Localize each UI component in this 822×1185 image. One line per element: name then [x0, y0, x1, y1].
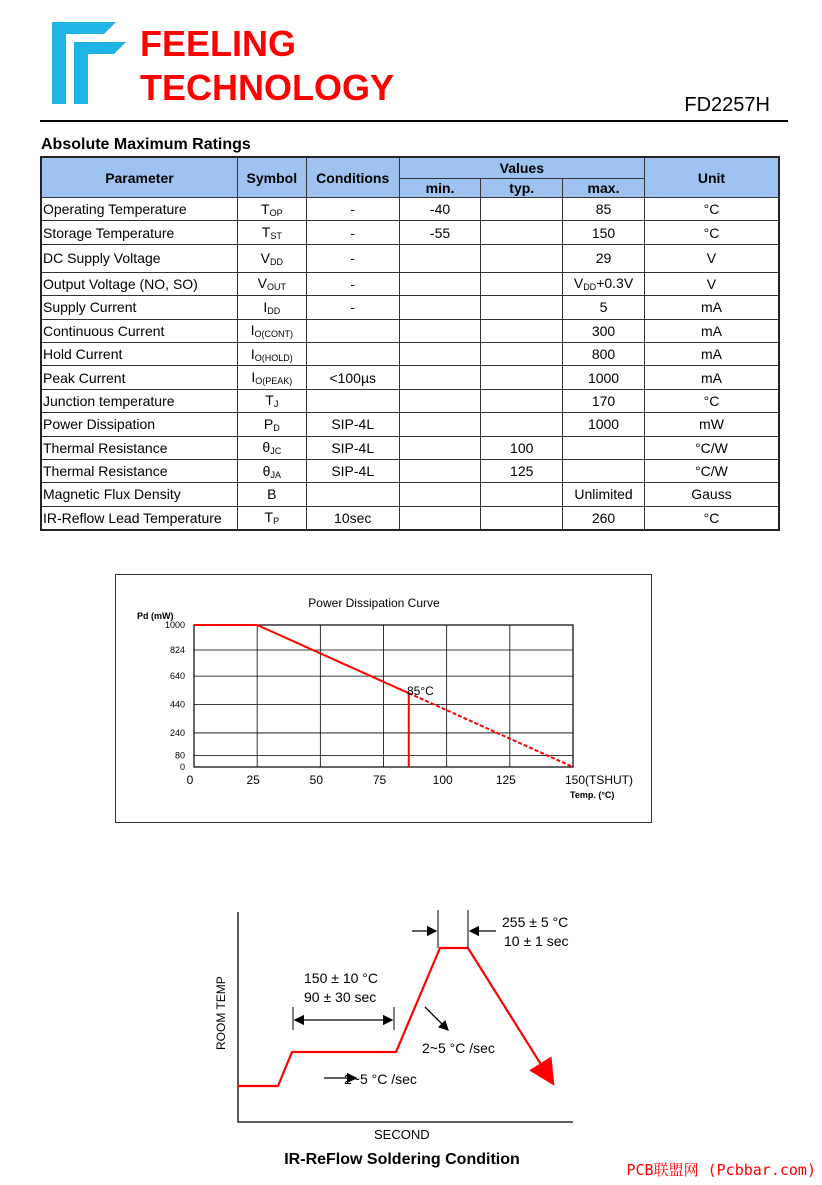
cell-max: 5 [563, 296, 645, 319]
chart-x-tick-label: 0 [186, 773, 194, 787]
cell-typ [481, 342, 563, 365]
chart-x-tick-label: 150(TSHUT) [565, 773, 634, 787]
cell-typ [481, 506, 563, 530]
cell-min [399, 319, 481, 342]
cell-typ: 125 [481, 459, 563, 482]
cell-conditions [306, 342, 399, 365]
cell-max: Unlimited [563, 483, 645, 506]
cell-parameter: Supply Current [41, 296, 237, 319]
symbol-subscript: O(CONT) [254, 329, 294, 340]
ratings-table [40, 156, 780, 531]
symbol-main: T [265, 392, 274, 409]
cell-conditions: 10sec [306, 506, 399, 530]
brand-line-1: FEELING [140, 23, 297, 64]
symbol-main: θ [262, 439, 271, 456]
max-main: V [573, 275, 584, 292]
cell-unit: °C [644, 198, 779, 221]
cell-min [399, 436, 481, 459]
cell-parameter: DC Supply Voltage [41, 244, 237, 272]
cell-symbol [237, 342, 306, 365]
cell-min [399, 296, 481, 319]
symbol-subscript: OP [269, 207, 283, 218]
cell-min [399, 459, 481, 482]
table-row [41, 272, 779, 295]
cell-unit: Gauss [644, 483, 779, 506]
part-number: FD2257H [684, 94, 770, 116]
table-row [41, 198, 779, 221]
cell-symbol [237, 272, 306, 295]
cell-conditions: - [306, 198, 399, 221]
symbol-main: B [267, 486, 277, 503]
cell-unit: mA [644, 319, 779, 342]
cell-symbol [237, 319, 306, 342]
cell-symbol [237, 459, 306, 482]
cell-typ [481, 413, 563, 436]
cell-symbol [237, 389, 306, 412]
cell-max [563, 459, 645, 482]
soak-temp-label: 150 ± 10 °C [304, 970, 378, 986]
cell-unit: V [644, 244, 779, 272]
symbol-main: θ [262, 462, 271, 479]
cell-parameter: Output Voltage (NO, SO) [41, 272, 237, 295]
cell-conditions: - [306, 272, 399, 295]
chart-x-tick-label: 75 [372, 773, 387, 787]
watermark-text: PCB联盟网 (Pcbbar.com) [626, 1161, 816, 1179]
cell-typ: 100 [481, 436, 563, 459]
chart-y-tick-label: 80 [174, 750, 185, 761]
symbol-main: V [257, 275, 267, 292]
cell-unit: °C/W [644, 436, 779, 459]
cell-symbol [237, 244, 306, 272]
cell-conditions: SIP-4L [306, 413, 399, 436]
symbol-subscript: OUT [267, 282, 286, 293]
cell-max: 1000 [563, 366, 645, 389]
ratings-body [41, 198, 779, 531]
cell-min: -55 [399, 221, 481, 244]
table-row [41, 389, 779, 412]
cell-conditions: - [306, 244, 399, 272]
symbol-subscript: JC [270, 446, 282, 457]
reflow-title: IR-ReFlow Soldering Condition [284, 1151, 520, 1168]
chart-y-tick-label: 824 [169, 644, 185, 655]
cell-max [563, 272, 645, 295]
table-row [41, 342, 779, 365]
cell-conditions: SIP-4L [306, 459, 399, 482]
cell-typ [481, 319, 563, 342]
symbol-subscript: DD [267, 305, 281, 316]
symbol-subscript: ST [270, 231, 282, 242]
cell-max: 800 [563, 342, 645, 365]
cell-min [399, 389, 481, 412]
header-rule [40, 120, 788, 122]
cell-symbol [237, 483, 306, 506]
cell-symbol [237, 296, 306, 319]
reflow-diagram [200, 900, 620, 1175]
peak-temp-label: 255 ± 5 °C [502, 914, 569, 930]
table-row [41, 221, 779, 244]
cell-typ [481, 198, 563, 221]
cell-min [399, 342, 481, 365]
symbol-main: I [263, 298, 268, 315]
feeling-logo-icon [52, 20, 132, 110]
cell-max: 29 [563, 244, 645, 272]
cell-min [399, 506, 481, 530]
cell-unit: mA [644, 342, 779, 365]
cell-min [399, 413, 481, 436]
table-title: Absolute Maximum Ratings [41, 136, 251, 153]
table-row [41, 296, 779, 319]
symbol-main: I [251, 369, 256, 386]
cell-conditions [306, 483, 399, 506]
cell-parameter: Continuous Current [41, 319, 237, 342]
cell-parameter: Operating Temperature [41, 198, 237, 221]
ramp-down-arrow [425, 1007, 448, 1030]
cell-conditions: <100µs [306, 366, 399, 389]
cell-symbol [237, 413, 306, 436]
cell-parameter: Thermal Resistance [41, 459, 237, 482]
cell-unit: mW [644, 413, 779, 436]
symbol-main: I [250, 322, 255, 339]
symbol-subscript: O(PEAK) [255, 376, 293, 387]
cell-symbol [237, 506, 306, 530]
brand-line-2: TECHNOLOGY [140, 67, 395, 108]
cell-parameter: Storage Temperature [41, 221, 237, 244]
reflow-x-axis-label: SECOND [374, 1127, 430, 1142]
chart-x-tick-label: 25 [246, 773, 260, 787]
cell-max: 85 [563, 198, 645, 221]
chart-y-tick-label: 640 [169, 671, 185, 682]
chart-y-tick-label: 240 [169, 727, 185, 738]
cell-parameter: IR-Reflow Lead Temperature [41, 506, 237, 530]
cell-min [399, 244, 481, 272]
cell-unit: °C [644, 389, 779, 412]
cell-conditions [306, 319, 399, 342]
table-row [41, 459, 779, 482]
table-row [41, 506, 779, 530]
table-row [41, 413, 779, 436]
cell-typ [481, 366, 563, 389]
header-max: max. [563, 179, 645, 198]
cell-symbol [237, 198, 306, 221]
soak-time-label: 90 ± 30 sec [304, 989, 377, 1005]
ramp-down-label: 2~5 °C /sec [422, 1040, 495, 1056]
cell-parameter: Magnetic Flux Density [41, 483, 237, 506]
cell-typ [481, 389, 563, 412]
reflow-profile-line [238, 948, 552, 1086]
chart-xlabel: Temp. (°C) [570, 790, 615, 800]
cell-parameter: Peak Current [41, 366, 237, 389]
cell-conditions: - [306, 221, 399, 244]
peak-time-label: 10 ± 1 sec [504, 933, 569, 949]
cell-max: 300 [563, 319, 645, 342]
cell-min [399, 483, 481, 506]
cell-conditions [306, 389, 399, 412]
max-subscript: DD [583, 282, 597, 293]
header-min: min. [399, 179, 481, 198]
symbol-subscript: JA [270, 469, 281, 480]
symbol-main: T [261, 200, 270, 217]
cell-unit: mA [644, 296, 779, 319]
symbol-subscript: P [273, 516, 280, 527]
cell-parameter: Hold Current [41, 342, 237, 365]
cell-typ [481, 272, 563, 295]
symbol-main: V [260, 249, 270, 266]
cell-conditions: SIP-4L [306, 436, 399, 459]
cell-typ [481, 221, 563, 244]
symbol-subscript: J [273, 399, 279, 410]
chart-x-tick-label: 100 [432, 773, 453, 787]
cell-symbol [237, 366, 306, 389]
symbol-main: I [250, 345, 255, 362]
symbol-subscript: DD [270, 256, 283, 267]
cell-max: 150 [563, 221, 645, 244]
header-unit: Unit [644, 157, 779, 198]
reflow-y-axis-label: ROOM TEMP [214, 976, 228, 1050]
symbol-subscript: O(HOLD) [254, 352, 293, 363]
ramp-up-label: 2~5 °C /sec [344, 1071, 417, 1087]
chart-x-tick-label: 50 [309, 773, 324, 787]
cell-symbol [237, 436, 306, 459]
cell-min: -40 [399, 198, 481, 221]
cell-conditions: - [306, 296, 399, 319]
cell-unit: mA [644, 366, 779, 389]
cell-parameter: Power Dissipation [41, 413, 237, 436]
cell-unit: °C [644, 506, 779, 530]
chart-title: Power Dissipation Curve [308, 596, 440, 610]
cell-max [563, 436, 645, 459]
chart-x-tick-label: 125 [495, 773, 516, 787]
header-symbol: Symbol [237, 157, 306, 198]
cell-unit: °C [644, 221, 779, 244]
header-values: Values [399, 157, 644, 179]
table-row [41, 366, 779, 389]
symbol-main: P [263, 415, 274, 432]
header-conditions: Conditions [306, 157, 399, 198]
cell-max: 260 [563, 506, 645, 530]
cell-parameter: Thermal Resistance [41, 436, 237, 459]
table-row [41, 319, 779, 342]
cell-unit: °C/W [644, 459, 779, 482]
table-row [41, 244, 779, 272]
cell-max: 170 [563, 389, 645, 412]
power-dissipation-chart [115, 574, 653, 824]
header-parameter: Parameter [41, 157, 237, 198]
cell-min [399, 366, 481, 389]
header-typ: typ. [481, 179, 563, 198]
symbol-main: T [261, 224, 271, 241]
max-suffix: +0.3V [596, 275, 634, 292]
chart-annotation: 85°C [407, 684, 434, 698]
cell-parameter: Junction temperature [41, 389, 237, 412]
cell-typ [481, 296, 563, 319]
chart-y-tick-label: 1000 [164, 620, 185, 630]
chart-y-tick-label: 440 [169, 699, 185, 710]
chart-ylabel: Pd (mW) [137, 611, 174, 621]
cell-max: 1000 [563, 413, 645, 436]
cell-unit: V [644, 272, 779, 295]
symbol-subscript: D [273, 422, 280, 433]
chart-y-tick-label: 0 [179, 762, 185, 772]
cell-min [399, 272, 481, 295]
table-row [41, 483, 779, 506]
cell-typ [481, 483, 563, 506]
symbol-main: T [264, 509, 274, 526]
cell-symbol [237, 221, 306, 244]
table-row [41, 436, 779, 459]
cell-typ [481, 244, 563, 272]
